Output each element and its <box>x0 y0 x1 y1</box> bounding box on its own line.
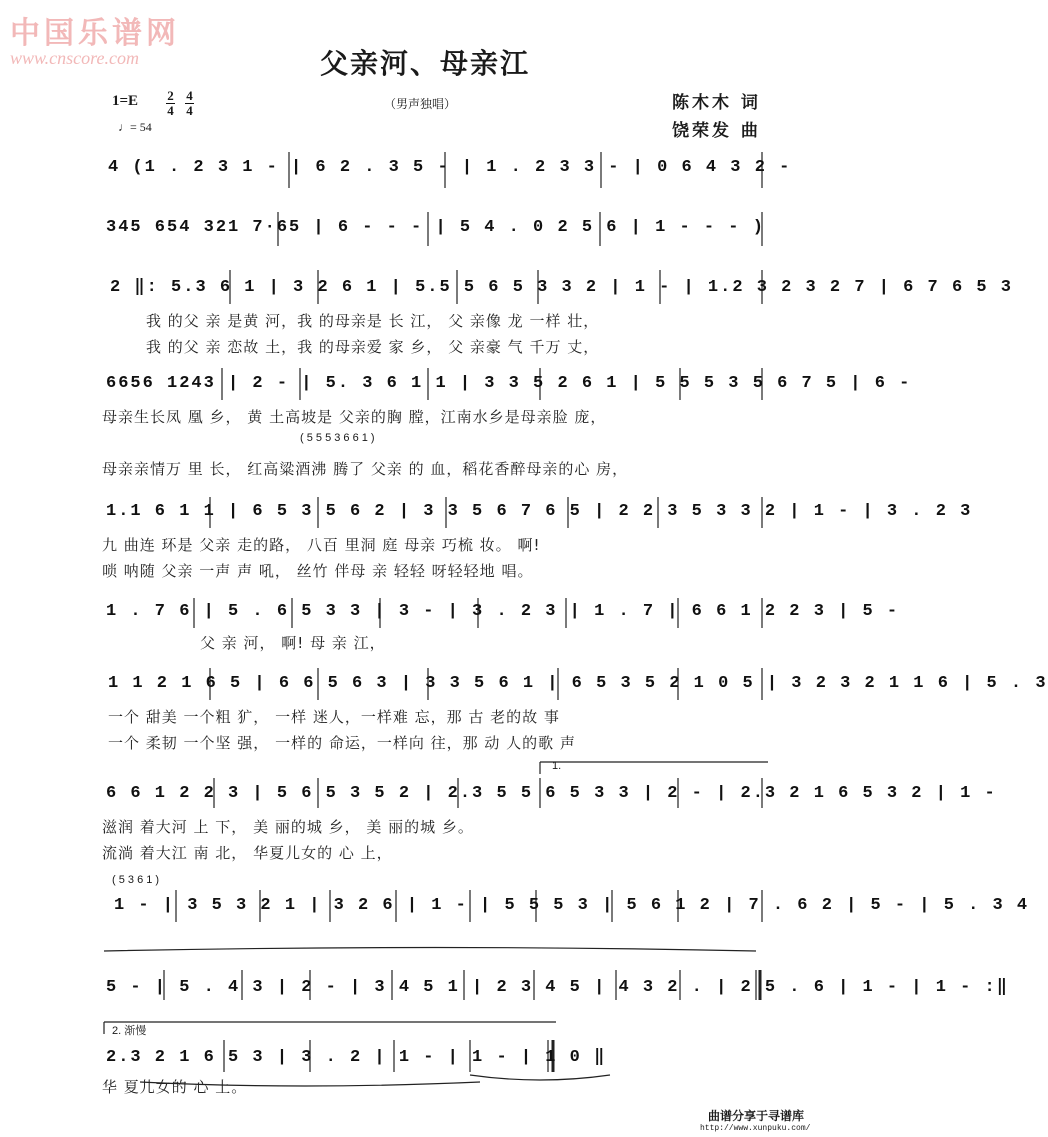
score-row-10-notes: 5 - | 5 . 4 3 | 2 - | 3 4 5 1 | 2 3 4 5 | 4 3 2 . | 2 5 . 6 | 1 - | 1 - :‖ <box>106 978 1009 997</box>
watermark-url: www.cnscore.com <box>10 48 139 68</box>
score-row-11-lyric-1: 华 夏儿女的 心 上。 <box>102 1078 248 1096</box>
time-sig-b-bottom: 4 <box>186 103 193 118</box>
score-row-3-lyric-2: 我 的父 亲 恋故 土，我 的母亲爱 家 乡， 父 亲豪 气 千万 丈， <box>146 338 600 356</box>
score-row-4-lyric-2: 母亲亲情万 里 长， 红高粱酒沸 腾了 父亲 的 血，稻花香醉母亲的心 房， <box>102 460 629 478</box>
score-row-9-notes: 1 - | 3 5 3 2 1 | 3 2 6 | 1 - | 5 5 5 3 | 5 6 1 2 | 7 . 6 2 | 5 - | 5 . 3 4 <box>114 896 1030 915</box>
score-row-4-notes: 6656 1243 | 2 - | 5. 3 6 1 1 | 3 3 5 2 6 1 | 5 5 5 3 5 6 7 5 | 6 - <box>106 374 912 393</box>
time-sig-b-top: 4 <box>186 88 193 103</box>
score-row-8-lyric-1: 滋润 着大河 上 下， 美 丽的城 乡， 美 丽的城 乡。 <box>102 818 474 836</box>
time-sig-a-top: 2 <box>167 88 174 103</box>
song-subtitle: （男声独唱） <box>384 97 457 111</box>
score-row-6-lyric-1: 父 亲 河， 啊! 母 亲 江， <box>200 634 386 652</box>
song-title: 父亲河、母亲江 <box>319 47 530 80</box>
volta-2-label: 2. 渐慢 <box>112 1025 147 1037</box>
score-row-5-notes: 1.1 6 1 1 | 6 5 3 5 6 2 | 3 3 5 6 7 6 5 | 2 2 3 5 3 3 2 | 1 - | 3 . 2 3 <box>106 502 973 521</box>
footer-url[interactable]: http://www.xunpuku.com/ <box>700 1124 811 1133</box>
score-row-3-lyric-1: 我 的父 亲 是黄 河，我 的母亲是 长 江， 父 亲像 龙 一样 壮， <box>146 312 600 330</box>
score-row-7-lyric-2: 一个 柔韧 一个坚 强， 一样的 命运，一样向 往，那 动 人的歌 声 <box>108 734 576 752</box>
composer-credit: 饶荣发 曲 <box>672 121 761 141</box>
score-row-7-notes: 1 1 2 1 6 5 | 6 6 5 6 3 | 3 3 5 6 1 | 6 5 3 5 2 1 0 5 | 3 2 3 2 1 1 6 | 5 . 3 <box>108 674 1048 693</box>
score-row-6-notes: 1 . 7 6 | 5 . 6 5 3 3 | 3 - | 3 . 2 3 | 1 . 7 | 6 6 1 2 2 3 | 5 - <box>106 602 900 621</box>
score-row-11-notes: 2.3 2 1 6 5 3 | 3 . 2 | 1 - | 1 - | 1 0 ‖ <box>106 1048 607 1067</box>
score-row-7-lyric-1: 一个 甜美 一个粗 犷， 一样 迷人，一样难 忘，那 古 老的故 事 <box>108 708 560 726</box>
score-row-4-alt-notes: ( 5 5 5 3 6 6 1 ) <box>300 432 375 444</box>
score-row-4-lyric-1: 母亲生长凤 凰 乡， 黄 土高坡是 父亲的胸 膛，江南水乡是母亲脸 庞， <box>102 408 607 426</box>
volta-1-label: 1. <box>552 760 562 772</box>
lyricist-credit: 陈木木 词 <box>672 93 761 113</box>
watermark-title: 中国乐谱网 <box>10 16 180 51</box>
footer-source: 曲谱分享于寻谱库 <box>708 1109 805 1123</box>
time-sig-a-bottom: 4 <box>167 103 174 118</box>
score-row-5-lyric-1: 九 曲连 环是 父亲 走的路， 八百 里洞 庭 母亲 巧梳 妆。 啊! <box>102 536 541 554</box>
time-signature-b <box>185 90 194 117</box>
score-row-1-notes: 4 (1 . 2 3 1 - | 6 2 . 3 5 - | 1 . 2 3 3 - | 0 6 4 3 2 - <box>108 158 792 177</box>
score-row-8-lyric-2: 流淌 着大江 南 北， 华夏儿女的 心 上， <box>102 844 393 862</box>
score-row-9-alt-notes: ( 5 3 6 1 ) <box>112 874 160 886</box>
score-row-8-notes: 6 6 1 2 2 3 | 5 6 5 3 5 2 | 2.3 5 5 6 5 3 3 | 2 - | 2.3 2 1 6 5 3 2 | 1 - <box>106 784 997 803</box>
score-row-5-lyric-2: 唢 呐随 父亲 一声 声 吼， 丝竹 伴母 亲 轻轻 呀轻轻地 唱。 <box>102 562 534 580</box>
time-signature-a <box>166 90 175 117</box>
key-signature: 1=E <box>112 93 139 109</box>
score-row-3-notes: 2 ‖: 5.3 6 1 | 3 2 6 1 | 5.5 5 6 5 3 3 2 | 1 - | 1.2 3 2 3 2 7 | 6 7 6 5 3 <box>110 278 1013 297</box>
score-row-2-notes: 345 654 321 7·65 | 6 - - - | 5 4 . 0 2 5 6 | 1 - - - ) <box>106 218 765 237</box>
tempo-marking: ♩= 54 <box>118 120 152 134</box>
